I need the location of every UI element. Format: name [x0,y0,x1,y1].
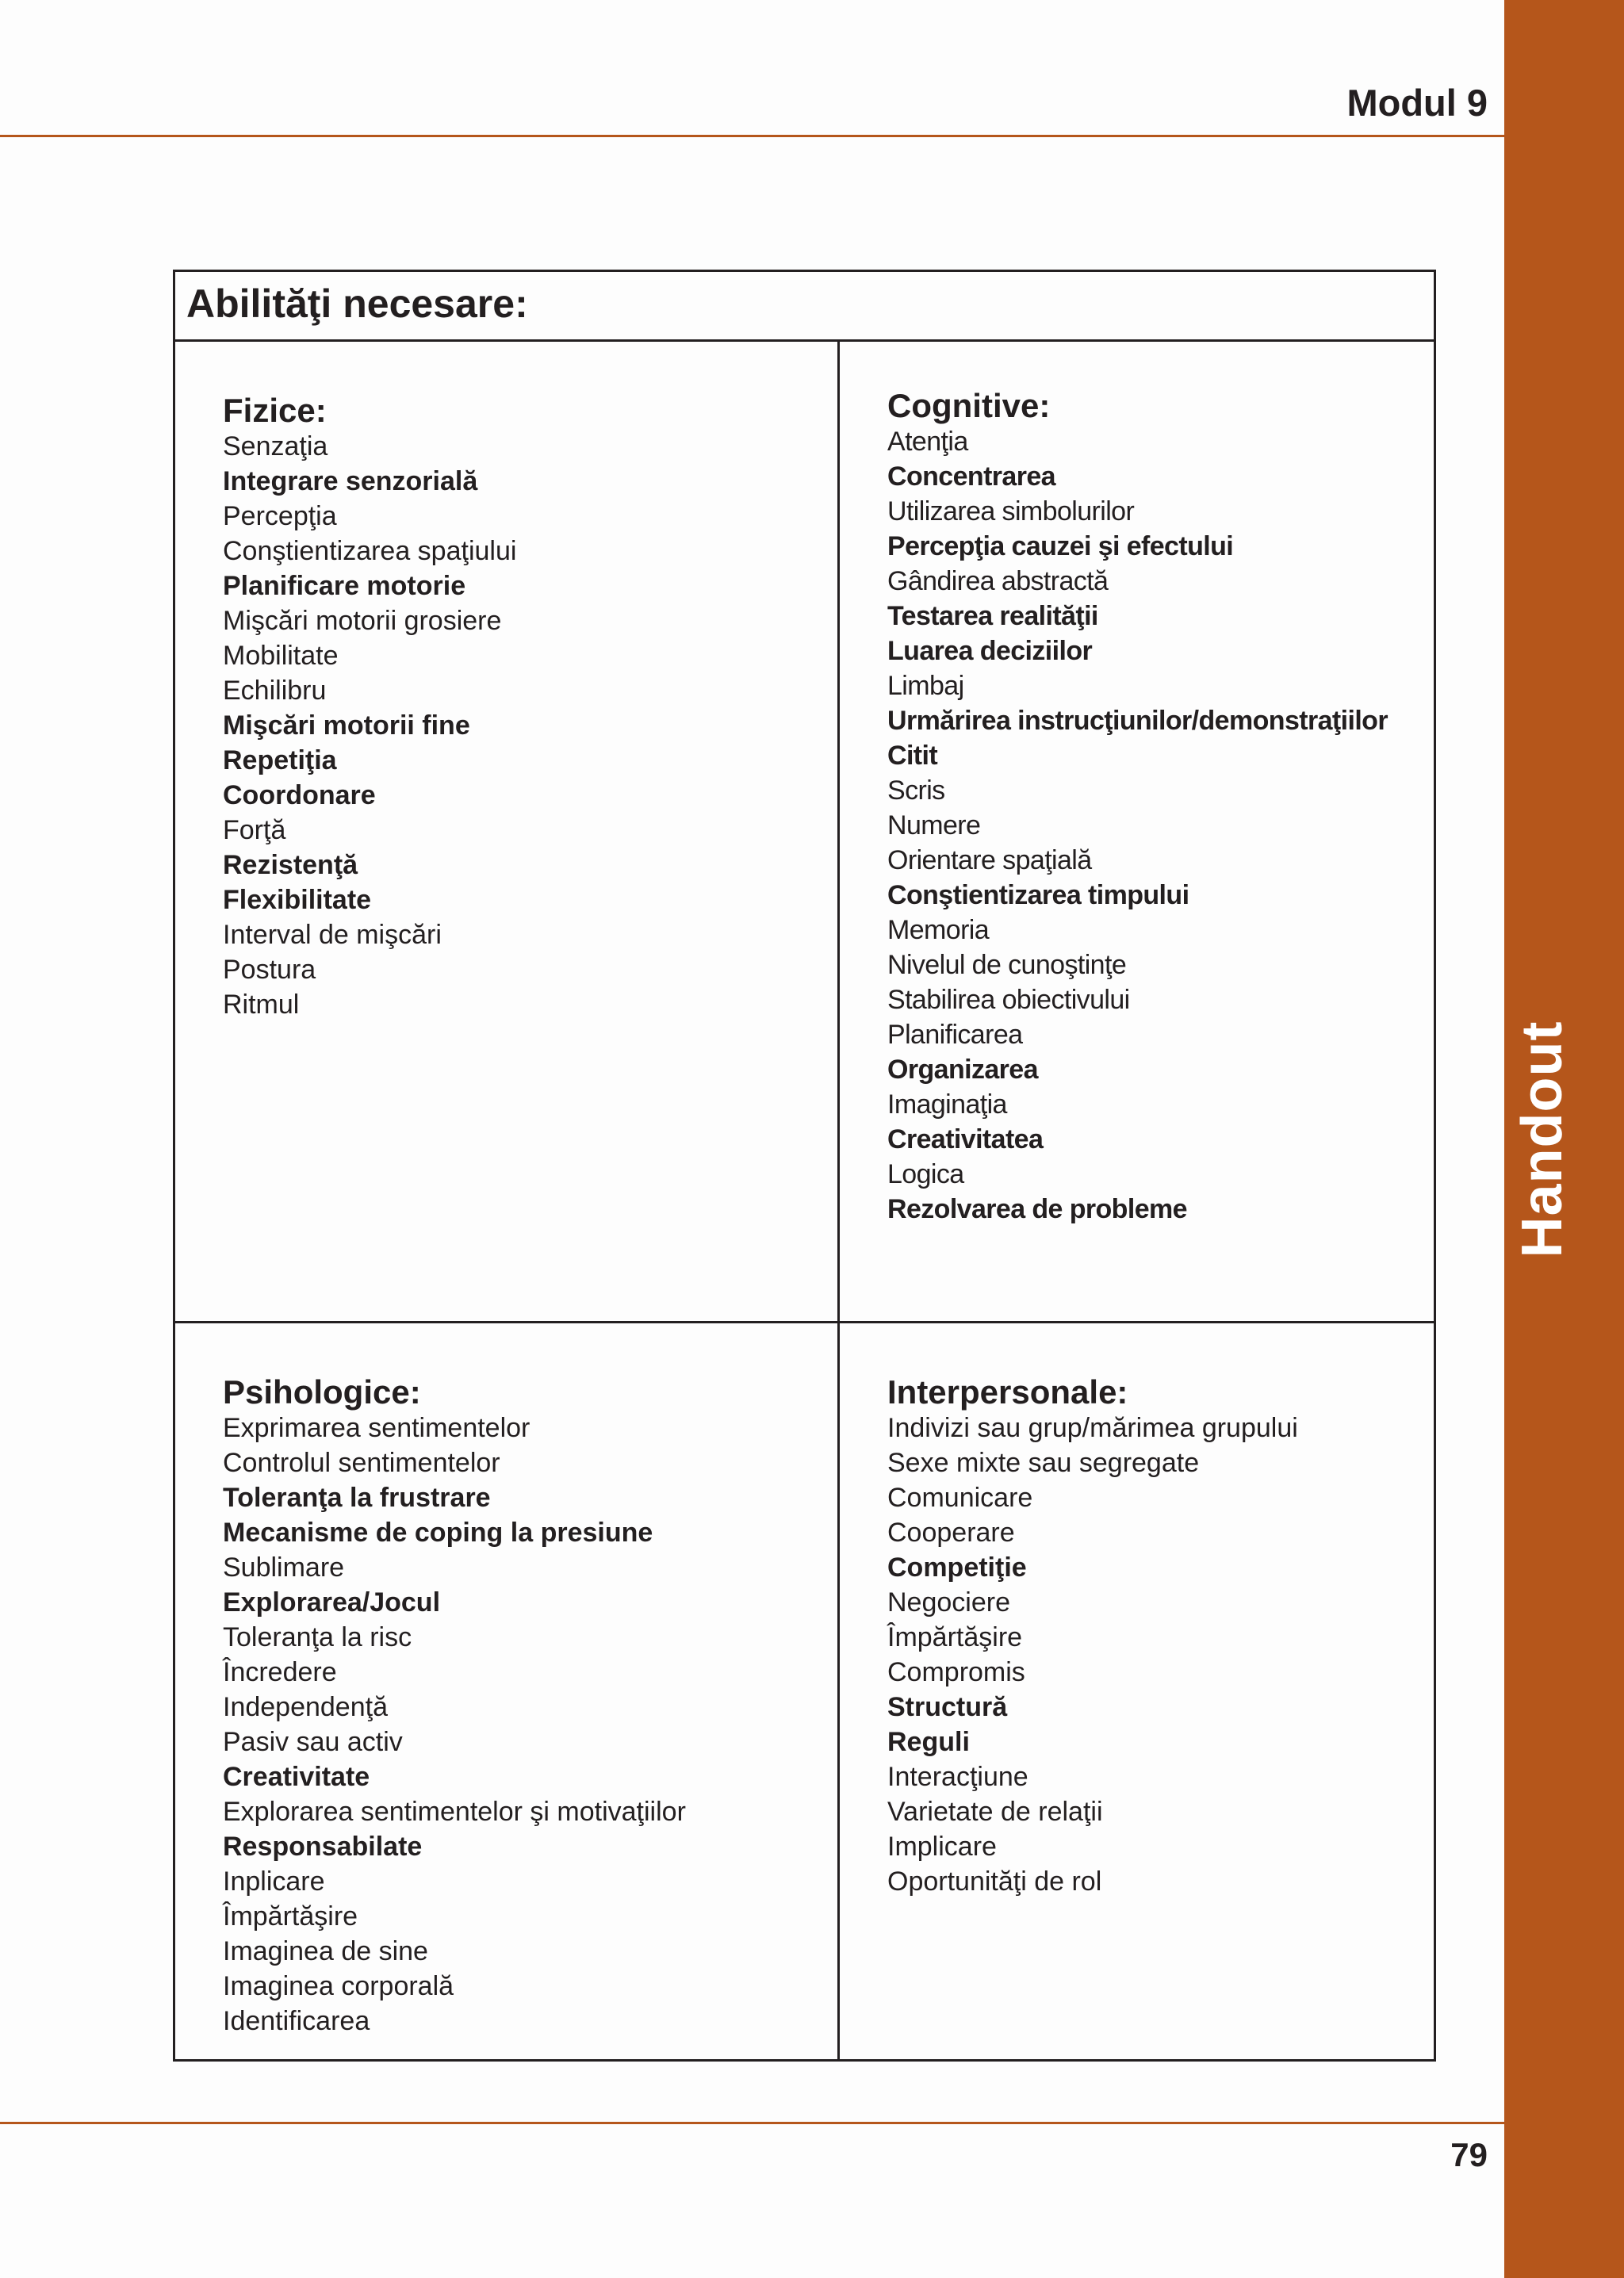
skill-item: Postura [223,955,316,985]
skill-item: Orientare spaţială [887,845,1092,875]
skill-item: Percepţia [223,501,337,531]
skill-item: Coordonare [223,780,376,810]
skill-item: Conştientizarea timpului [887,880,1189,910]
psychological-skills-heading: Psihologice: [223,1373,421,1411]
skill-item: Planificare motorie [223,571,466,601]
skill-item: Integrare senzorială [223,466,478,496]
skill-item: Cooperare [887,1518,1015,1548]
skill-item: Mişcări motorii fine [223,710,470,741]
physical-skills-heading: Fizice: [223,392,327,429]
skill-item: Conştientizarea spaţiului [223,536,517,566]
skill-item: Reguli [887,1727,970,1757]
skill-item: Indivizi sau grup/mărimea grupului [887,1413,1298,1443]
skill-item: Împărtăşire [887,1622,1023,1652]
skill-item: Mecanisme de coping la presiune [223,1518,653,1548]
skill-item: Sexe mixte sau segregate [887,1448,1200,1478]
skill-item: Imaginea corporală [223,1971,454,2001]
skill-item: Identificarea [223,2006,370,2036]
skill-item: Interval de mişcări [223,920,442,950]
skill-item: Concentrarea [887,461,1055,492]
cognitive-skills-list [887,424,1434,1227]
skill-item: Utilizarea simbolurilor [887,496,1135,526]
skill-item: Citit [887,741,938,771]
skill-item: Planificarea [887,1020,1023,1050]
side-tab-label: Handout [1511,1020,1574,1258]
page-number: 79 [1450,2136,1488,2173]
table-title: Abilităţi necesare: [175,272,1434,342]
skill-item: Interacţiune [887,1762,1028,1792]
skill-item: Sublimare [223,1552,345,1583]
skill-item: Rezistenţă [223,850,358,880]
skill-item: Inplicare [223,1866,325,1897]
physical-skills-list [223,429,837,1022]
skill-item: Atenţia [887,427,968,457]
skill-item: Logica [887,1159,964,1189]
skill-item: Nivelul de cunoştinţe [887,950,1127,980]
skill-item: Toleranţa la frustrare [223,1483,491,1513]
skill-item: Numere [887,810,981,840]
skill-item: Echilibru [223,676,327,706]
skill-item: Gândirea abstractă [887,566,1109,596]
skill-item: Comunicare [887,1483,1033,1513]
skill-item: Pasiv sau activ [223,1727,403,1757]
footer-rule [0,2122,1504,2124]
skill-item: Senzaţia [223,431,328,461]
cognitive-skills-cell [840,342,1434,1323]
skill-item: Independenţă [223,1692,388,1722]
skill-item: Repetiţia [223,745,337,775]
skill-item: Luarea deciziilor [887,636,1093,666]
skill-item: Scris [887,775,945,806]
skill-item: Compromis [887,1657,1025,1687]
skill-item: Limbaj [887,671,964,701]
skill-item: Implicare [887,1832,997,1862]
skill-item: Imaginaţia [887,1089,1007,1120]
skills-table [173,270,1436,2062]
skill-item: Exprimarea sentimentelor [223,1413,530,1443]
skill-item: Rezolvarea de probleme [887,1194,1187,1224]
skill-item: Competiţie [887,1552,1027,1583]
psychological-skills-cell [175,1323,840,2059]
module-title: Modul 9 [1346,82,1488,124]
interpersonal-skills-list [887,1411,1434,1899]
skill-item: Ritmul [223,990,300,1020]
skill-item: Negociere [887,1587,1010,1618]
skill-item: Flexibilitate [223,885,372,915]
skill-item: Forţă [223,815,286,845]
skill-item: Imaginea de sine [223,1936,428,1966]
skill-item: Structură [887,1692,1008,1722]
skill-item: Explorarea/Jocul [223,1587,441,1618]
skill-item: Percepţia cauzei şi efectului [887,531,1234,561]
skill-item: Creativitatea [887,1124,1044,1154]
skill-item: Toleranţa la risc [223,1622,412,1652]
skill-item: Organizarea [887,1055,1038,1085]
skill-item: Încredere [223,1657,337,1687]
psychological-skills-list [223,1411,837,2039]
skill-item: Oportunităţi de rol [887,1866,1102,1897]
skill-item: Mobilitate [223,641,339,671]
skill-item: Mişcări motorii grosiere [223,606,502,636]
skill-item: Varietate de relaţii [887,1797,1103,1827]
interpersonal-skills-cell [840,1323,1434,2059]
skill-item: Urmărirea instrucţiunilor/demonstraţiilor [887,706,1388,736]
interpersonal-skills-heading: Interpersonale: [887,1373,1128,1411]
physical-skills-cell [175,342,840,1323]
skill-item: Controlul sentimentelor [223,1448,500,1478]
skill-item: Stabilirea obiectivului [887,985,1130,1015]
cognitive-skills-heading: Cognitive: [887,387,1051,424]
skill-item: Împărtăşire [223,1901,358,1932]
header-rule [0,135,1504,137]
skill-item: Testarea realităţii [887,601,1098,631]
skill-item: Responsabilate [223,1832,423,1862]
skill-item: Creativitate [223,1762,370,1792]
skill-item: Memoria [887,915,990,945]
skill-item: Explorarea sentimentelor şi motivaţiilor [223,1797,686,1827]
